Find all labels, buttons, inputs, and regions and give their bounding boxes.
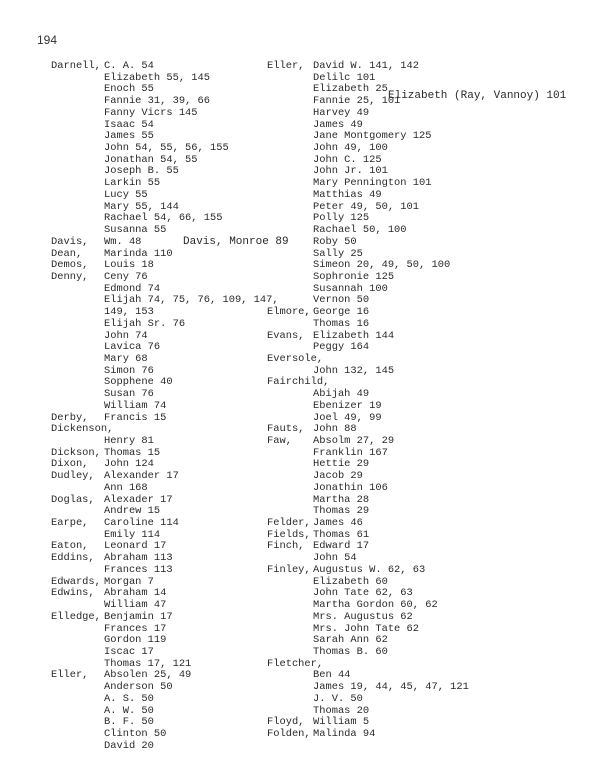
given-name-pages: Peggy 164 [313,341,370,354]
given-name-pages: Enoch 55 [104,83,154,96]
given-name-pages: Ebenizer 19 [313,399,382,412]
surname: Dean, [51,247,83,260]
given-name-pages: Jane Montgomery 125 [313,130,432,143]
surname: Eaton, [51,540,89,553]
given-name-pages: Elijah 74, 75, 76, 109, 147, [104,294,279,307]
surname: Elledge, [51,610,101,623]
given-name-pages: David W. 141, 142 [313,60,420,72]
index-entry [267,729,597,741]
given-name-pages: Sopphene 40 [104,376,173,389]
given-name-pages: Emily 114 [104,528,161,541]
given-name-pages: Fannie 25, 101 [313,95,401,108]
given-name-pages: Anderson 50 [104,681,173,694]
given-name-pages: Joseph B. 55 [104,165,179,178]
given-name-pages: Ceny 76 [104,270,148,283]
index-entry [51,377,261,389]
index-entry [267,108,597,120]
index-entry [267,694,597,706]
surname: Earpe, [51,517,89,530]
given-name-pages: Mary 55, 144 [104,200,179,213]
given-name-pages: Andrew 15 [104,505,161,518]
index-entry [51,73,261,85]
given-name-pages: Absolen 25, 49 [104,669,192,682]
given-name-pages: William 47 [104,599,167,612]
added-entry: Davis, Monroe 89 [183,235,289,248]
surname: Edwins, [51,587,95,600]
given-name-pages: James 55 [104,130,154,143]
given-name-pages: Thomas 16 [313,317,370,330]
given-name-pages: Leonard 17 [104,540,167,553]
index-entry [51,436,261,448]
index-entry [267,483,597,495]
index-entry [267,143,597,155]
surname: Derby, [51,411,89,424]
index-entry [51,354,261,366]
given-name-pages: Edmond 74 [104,282,161,295]
given-name-pages: Hettie 29 [313,458,370,471]
given-name-pages: Malinda 94 [313,727,376,740]
given-name-pages: Thomas 15 [104,446,161,459]
index-entry [51,342,261,354]
given-name-pages: Elizabeth 25 [313,83,388,96]
given-name-pages: Sally 25 [313,247,363,260]
index-entry [51,706,261,718]
index-entry [267,354,597,366]
given-name-pages: Frances 113 [104,563,173,576]
surname: Felder, [267,517,311,530]
given-name-pages: Ann 168 [104,481,148,494]
given-name-pages: Franklin 167 [313,446,388,459]
given-name-pages: Thomas 17, 121 [104,657,192,670]
given-name-pages: Abraham 14 [104,587,167,600]
given-name-pages: Fannie 31, 39, 66 [104,95,211,108]
index-entry [51,635,261,647]
surname: Elmore, [267,306,311,319]
given-name-pages: Absolm 27, 29 [313,435,395,447]
given-name-pages: Delilc 101 [313,71,376,84]
given-name-pages: Abraham 113 [104,552,173,565]
given-name-pages: Caroline 114 [104,517,179,530]
given-name-pages: John 54 [313,552,357,565]
index-entry [51,178,261,190]
surname: Dudley, [51,470,95,483]
given-name-pages: James 49 [313,118,363,131]
surname: Demos, [51,259,89,272]
index-entry [51,612,261,624]
index-entry [51,272,261,284]
index-entry [51,647,261,659]
given-name-pages: A. S. 50 [104,692,154,705]
added-entry: Elizabeth (Ray, Vannoy) 101 [388,90,567,103]
surname: Finley, [267,563,311,576]
given-name-pages: Simeon 20, 49, 50, 100 [313,259,451,272]
given-name-pages: Matthias 49 [313,188,382,201]
given-name-pages: Larkin 55 [104,177,161,190]
given-name-pages: Rachael 50, 100 [313,224,407,237]
given-name-pages: Elijah Sr. 76 [104,317,186,330]
surname: Finch, [267,540,305,553]
given-name-pages: Susanna 55 [104,224,167,237]
given-name-pages: Elizabeth 60 [313,575,388,588]
given-name-pages: Jonathin 106 [313,481,388,494]
surname: Denny, [51,270,89,283]
given-name-pages: William 74 [104,399,167,412]
index-entry [51,401,261,413]
given-name-pages: Ben 44 [313,669,351,682]
page-number: 194 [37,33,58,47]
index-entry [51,565,261,577]
given-name-pages: Thomas 29 [313,505,370,518]
given-name-pages: Lucy 55 [104,188,148,201]
given-name-pages: Mrs. Augustus 62 [313,610,413,623]
surname: Eller, [51,669,89,682]
given-name-pages: Elizabeth 144 [313,329,395,342]
given-name-pages: Francis 15 [104,411,167,424]
index-entry [51,319,261,331]
given-name-pages: Iscac 17 [104,645,154,658]
given-name-pages: B. F. 50 [104,716,154,729]
given-name-pages: Jacob 29 [313,470,363,483]
given-name-pages: Polly 125 [313,212,370,225]
index-entry [267,647,597,659]
given-name-pages: Jonathan 54, 55 [104,153,198,166]
given-name-pages: John 54, 55, 56, 155 [104,142,229,155]
index-entry [51,143,261,155]
given-name-pages: Rachael 54, 66, 155 [104,212,223,225]
index-entry [267,518,597,530]
index-entry [51,741,261,753]
index-entry [267,565,597,577]
given-name-pages: Thomas B. 60 [313,645,388,658]
given-name-pages: Thomas 20 [313,704,370,717]
given-name-pages: James 46 [313,517,363,530]
index-entry [51,483,261,495]
index-entry [51,424,261,436]
given-name-pages: C. A. 54 [104,60,154,72]
given-name-pages: Lavica 76 [104,341,161,354]
given-name-pages: Sophronie 125 [313,270,395,283]
surname: Edwards, [51,575,101,588]
given-name-pages: J. V. 50 [313,692,363,705]
given-name-pages: Mrs. John Tate 62 [313,622,420,635]
given-name-pages: Sarah Ann 62 [313,634,388,647]
given-name-pages: Benjamin 17 [104,610,173,623]
given-name-pages: David 20 [104,739,154,752]
given-name-pages: Joel 49, 99 [313,411,382,424]
index-entry [267,237,597,249]
given-name-pages: John 124 [104,458,154,471]
given-name-pages: Susan 76 [104,388,154,401]
surname: Eller, [267,60,305,72]
index-entry [51,235,289,249]
given-name-pages: Peter 49, 50, 101 [313,200,420,213]
given-name-pages: John 74 [104,329,148,342]
surname: Dickenson, [51,423,114,436]
given-name-pages: Clinton 50 [104,727,167,740]
given-name-pages: Louis 18 [104,259,154,272]
given-name-pages: Wm. 48 [104,235,142,248]
given-name-pages: Vernon 50 [313,294,370,307]
given-name-pages: Martha 28 [313,493,370,506]
index-entry [51,120,261,132]
given-name-pages: Mary Pennington 101 [313,177,432,190]
index-entry [267,401,597,413]
given-name-pages: Frances 17 [104,622,167,635]
given-name-pages: George 16 [313,306,370,319]
given-name-pages: John 88 [313,423,357,436]
given-name-pages: Harvey 49 [313,106,370,119]
surname: Fletcher, [267,657,324,670]
surname: Doglas, [51,493,95,506]
given-name-pages: Roby 50 [313,235,357,248]
index-entry [51,190,261,202]
index-entry [51,682,261,694]
given-name-pages: Thomas 61 [313,528,370,541]
given-name-pages: Simon 76 [104,364,154,377]
surname: Fairchild, [267,376,330,389]
index-entry [51,518,261,530]
given-name-pages: William 5 [313,716,370,729]
surname: Fauts, [267,423,305,436]
given-name-pages: John 49, 100 [313,142,388,155]
given-name-pages: Abijah 49 [313,388,370,401]
surname: Faw, [267,435,292,447]
given-name-pages: John C. 125 [313,153,382,166]
surname: Eversole, [267,352,324,365]
index-entry [267,272,597,284]
index-entry [51,694,261,706]
given-name-pages: Susannah 100 [313,282,388,295]
given-name-pages: Isaac 54 [104,118,154,131]
surname: Eddins, [51,552,95,565]
given-name-pages: John 132, 145 [313,364,395,377]
given-name-pages: A. W. 50 [104,704,154,717]
given-name-pages: 149, 153 [104,306,154,319]
index-entry [51,729,261,741]
surname: Davis, [51,235,89,248]
index-entry [267,190,597,202]
given-name-pages: Gordon 119 [104,634,167,647]
index-entry [267,319,597,331]
given-name-pages: James 19, 44, 45, 47, 121 [313,681,469,694]
index-entry [51,61,261,73]
given-name-pages: Morgan 7 [104,575,154,588]
index-entry [51,294,279,307]
given-name-pages: Martha Gordon 60, 62 [313,599,438,612]
index-entry [51,471,261,483]
given-name-pages: John Jr. 101 [313,165,388,178]
surname: Fields, [267,528,311,541]
index-entry [51,108,261,120]
given-name-pages: Fanny Vicrs 145 [104,106,198,119]
given-name-pages: John Tate 62, 63 [313,587,413,600]
given-name-pages: Marinda 110 [104,247,173,260]
given-name-pages: Edward 17 [313,540,370,553]
given-name-pages: Mary 68 [104,352,148,365]
given-name-pages: Alexander 17 [104,470,179,483]
surname: Floyd, [267,716,305,729]
surname: Folden, [267,727,311,740]
index-entry [267,61,597,73]
given-name-pages: Henry 81 [104,435,154,447]
given-name-pages: Alexader 17 [104,493,173,506]
surname: Dixon, [51,458,89,471]
index-entry [267,612,597,624]
index-entry [267,436,597,448]
given-name-pages: Elizabeth 55, 145 [104,71,211,84]
given-name-pages: Augustus W. 62, 63 [313,563,426,576]
surname: Evans, [267,329,305,342]
surname: Darnell, [51,60,101,72]
index-column-right [267,61,597,741]
surname: Dickson, [51,446,101,459]
